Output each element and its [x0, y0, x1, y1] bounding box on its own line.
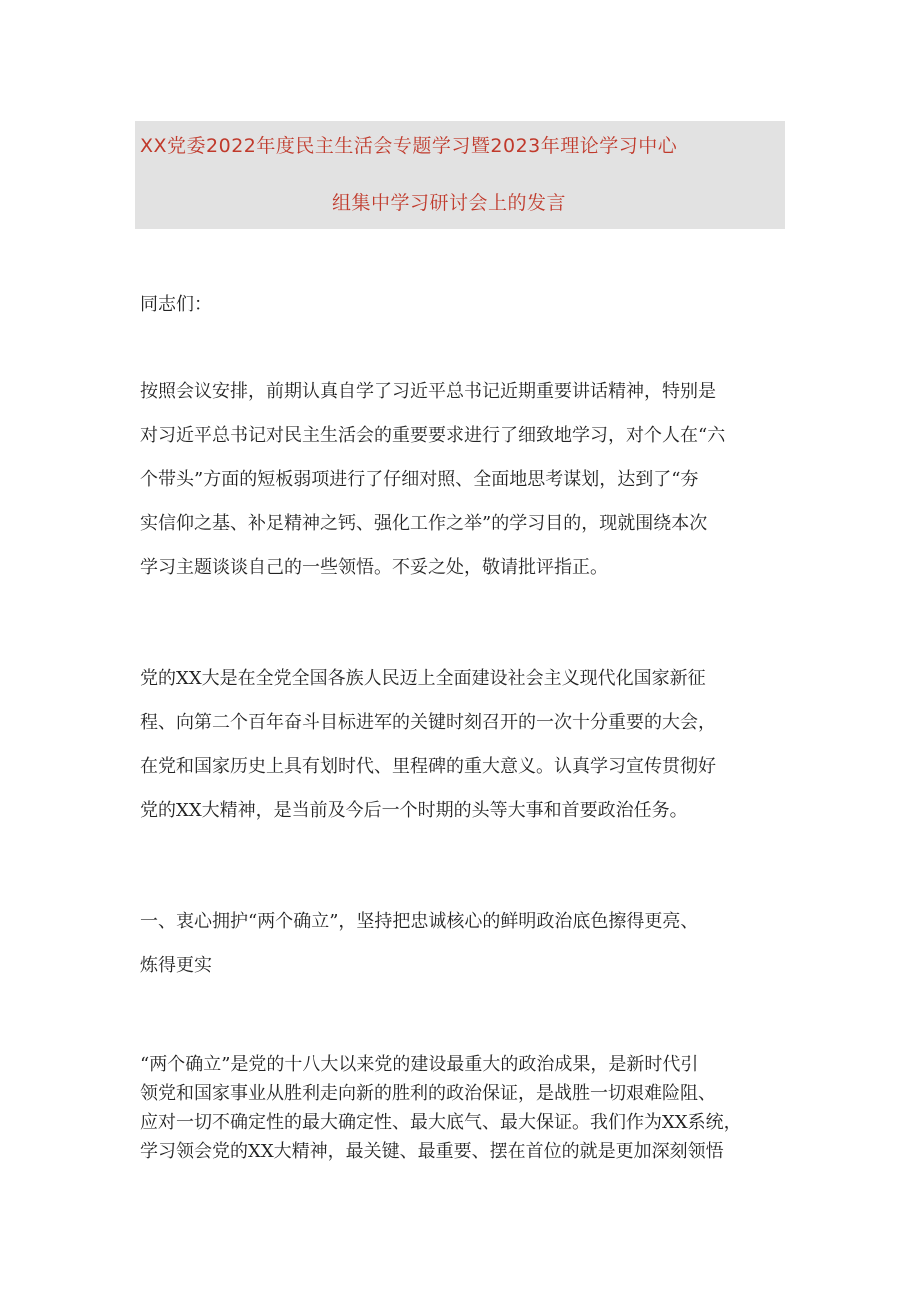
document-title-line-2: 组集中学习研讨会上的发言 [332, 192, 567, 214]
paragraph-line: 党的XX大是在全党全国各族人民迈上全面建设社会主义现代化国家新征 [140, 668, 706, 689]
heading-line: 一、衷心拥护“两个确立”，坚持把忠诚核心的鲜明政治底色擦得更亮、 [140, 911, 699, 932]
title-banner [135, 121, 785, 229]
intro-paragraph [140, 370, 785, 590]
section-one-heading [140, 900, 785, 988]
salutation [140, 283, 785, 327]
heading-line: 炼得更实 [140, 955, 212, 976]
document-title-line-1: XX党委2022年度民主生活会专题学习暨2023年理论学习中心 [140, 135, 678, 157]
paragraph-line: 党的XX大精神，是当前及今后一个时期的头等大事和首要政治任务。 [140, 800, 688, 821]
paragraph-line: 实信仰之基、补足精神之钙、强化工作之举”的学习目的，现就围绕本次 [140, 513, 708, 534]
paragraph-line: 学习领会党的XX大精神，最关键、最重要、摆在首位的就是更加深刻领悟 [140, 1141, 724, 1162]
section-one-body [140, 1050, 785, 1166]
paragraph-line: 对习近平总书记对民主生活会的重要要求进行了细致地学习，对个人在“六 [140, 425, 726, 446]
paragraph-line: 领党和国家事业从胜利走向新的胜利的政治保证，是战胜一切艰难险阻、 [140, 1083, 716, 1104]
paragraph-line: 程、向第二个百年奋斗目标进军的关键时刻召开的一次十分重要的大会， [140, 712, 716, 733]
paragraph-line: 学习主题谈谈自己的一些领悟。不妥之处，敬请批评指正。 [140, 557, 608, 578]
paragraph-line: 应对一切不确定性的最大确定性、最大底气、最大保证。我们作为XX系统， [140, 1112, 742, 1133]
salutation-text: 同志们： [140, 294, 212, 315]
paragraph-line: 个带头”方面的短板弱项进行了仔细对照、全面地思考谋划，达到了“夯 [140, 469, 699, 490]
paragraph-line: “两个确立”是党的十八大以来党的建设最重大的政治成果，是新时代引 [140, 1054, 699, 1075]
paragraph-line: 按照会议安排，前期认真自学了习近平总书记近期重要讲话精神，特别是 [140, 381, 716, 402]
significance-paragraph [140, 657, 785, 833]
paragraph-line: 在党和国家历史上具有划时代、里程碑的重大意义。认真学习宣传贯彻好 [140, 756, 716, 777]
